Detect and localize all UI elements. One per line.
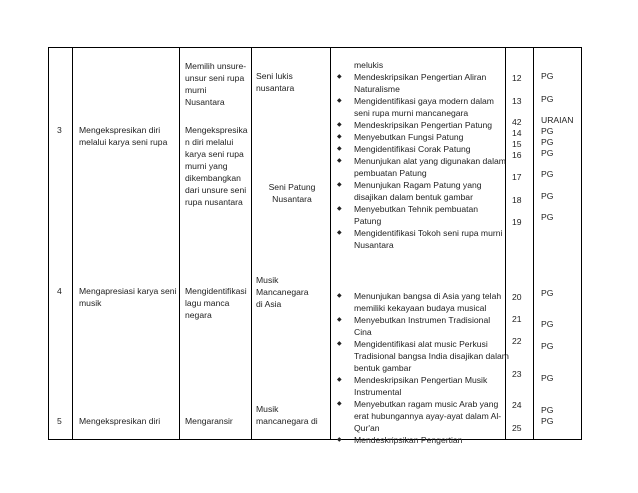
- column-divider-4: [330, 47, 331, 440]
- row-5-material: Musik mancanegara di: [256, 404, 318, 426]
- item-form: PG: [541, 416, 554, 426]
- row-3-competency: Mengekspresikan diri melalui karya seni rupa: [79, 125, 168, 147]
- row-3-indicator-b: Mengekspresika n diri melalui karya seni rupa murni yang dikembangkan dari unsure seni rupa nusantara: [185, 125, 248, 207]
- item-form: PG: [541, 341, 554, 351]
- item-form: PG: [541, 191, 554, 201]
- item-form: PG: [541, 148, 554, 158]
- item-number: 17: [512, 172, 522, 182]
- item-form: PG: [541, 373, 554, 383]
- row-3-number: 3: [57, 125, 62, 135]
- list-item: ◆ Mendeskripsikan Pengertian Patung: [336, 119, 506, 131]
- list-item: ◆ Menyebutkan Tehnik pembuatan Patung: [336, 203, 506, 227]
- item-number: 15: [512, 139, 522, 149]
- list-item: ◆ Menyebutkan Instrumen Tradisional Cina: [336, 314, 509, 338]
- table-border-left: [48, 47, 49, 440]
- list-item: ◆ Mengidentifikasi Tokoh seni rupa murni Nusantara: [336, 227, 506, 251]
- item-number: 20: [512, 292, 522, 302]
- item-form: PG: [541, 212, 554, 222]
- item-number: 13: [512, 96, 522, 106]
- item-form: URAIAN: [541, 115, 574, 125]
- item-form: PG: [541, 288, 554, 298]
- table-border-top: [48, 47, 582, 48]
- item-form: PG: [541, 126, 554, 136]
- row-4-indicator-list: [336, 290, 509, 446]
- item-number: 19: [512, 217, 522, 227]
- row-4-number: 4: [57, 286, 62, 296]
- list-item: ◆ Mendeskripsikan Pengertian Musik Instrumental: [336, 374, 509, 398]
- column-divider-1: [72, 47, 73, 440]
- item-number: 16: [512, 150, 522, 160]
- row-4-competency: Mengapresiasi karya seni musik: [79, 286, 177, 308]
- item-form: PG: [541, 94, 554, 104]
- row-3-material-b: Seni Patung Nusantara: [268, 182, 316, 204]
- item-number: 23: [512, 369, 522, 379]
- item-form: PG: [541, 405, 554, 415]
- item-form: PG: [541, 169, 554, 179]
- row-3-lead-line: melukis: [354, 60, 384, 70]
- list-item: ◆ Menyebutkan ragam music Arab yang erat hubungannya ayay-ayat dalam Al- Qur'an: [336, 398, 509, 434]
- list-item: ◆ Mendeskripsikan Pengertian Aliran Naturalisme: [336, 71, 506, 95]
- list-item: ◆ Mengidentifikasi Corak Patung: [336, 143, 506, 155]
- row-3-indicator-a: Memilih unsure- unsur seni rupa murni Nusantara: [185, 61, 247, 107]
- row-3-indicator-list: [336, 71, 506, 251]
- column-divider-2: [179, 47, 180, 440]
- row-5-competency: Mengekspresikan diri: [79, 416, 161, 426]
- list-item: ◆ Mengidentifikasi alat music Perkusi Tradisional bangsa India disajikan dalam bentuk gambar: [336, 338, 509, 374]
- item-number: 42: [512, 117, 522, 127]
- row-3-material-a: Seni lukis nusantara: [256, 71, 295, 93]
- table-border-right: [581, 47, 582, 440]
- item-number: 21: [512, 314, 522, 324]
- list-item: ◆ Menunjukan bangsa di Asia yang telah memiliki kekayaan budaya musical: [336, 290, 509, 314]
- item-form: PG: [541, 137, 554, 147]
- list-item: ◆ Menyebutkan Fungsi Patung: [336, 131, 506, 143]
- list-item: ◆ Mendeskripsikan Pengertian: [336, 434, 509, 446]
- column-divider-6: [533, 47, 534, 440]
- item-number: 18: [512, 195, 522, 205]
- item-form: PG: [541, 319, 554, 329]
- row-4-material: Musik Mancanegara di Asia: [256, 275, 309, 309]
- item-number: 24: [512, 400, 522, 410]
- item-number: 12: [512, 73, 522, 83]
- item-form: PG: [541, 71, 554, 81]
- row-5-indicator: Mengaransir: [185, 416, 233, 426]
- item-number: 14: [512, 128, 522, 138]
- column-divider-3: [251, 47, 252, 440]
- list-item: ◆ Mengidentifikasi gaya modern dalam seni rupa murni mancanegara: [336, 95, 506, 119]
- item-number: 25: [512, 423, 522, 433]
- item-number: 22: [512, 336, 522, 346]
- row-4-indicator: Mengidentifikasi lagu manca negara: [185, 286, 247, 320]
- list-item: ◆ Menunjukan alat yang digunakan dalam pembuatan Patung: [336, 155, 506, 179]
- row-5-number: 5: [57, 416, 62, 426]
- list-item: ◆ Menunjukan Ragam Patung yang disajikan dalam bentuk gambar: [336, 179, 506, 203]
